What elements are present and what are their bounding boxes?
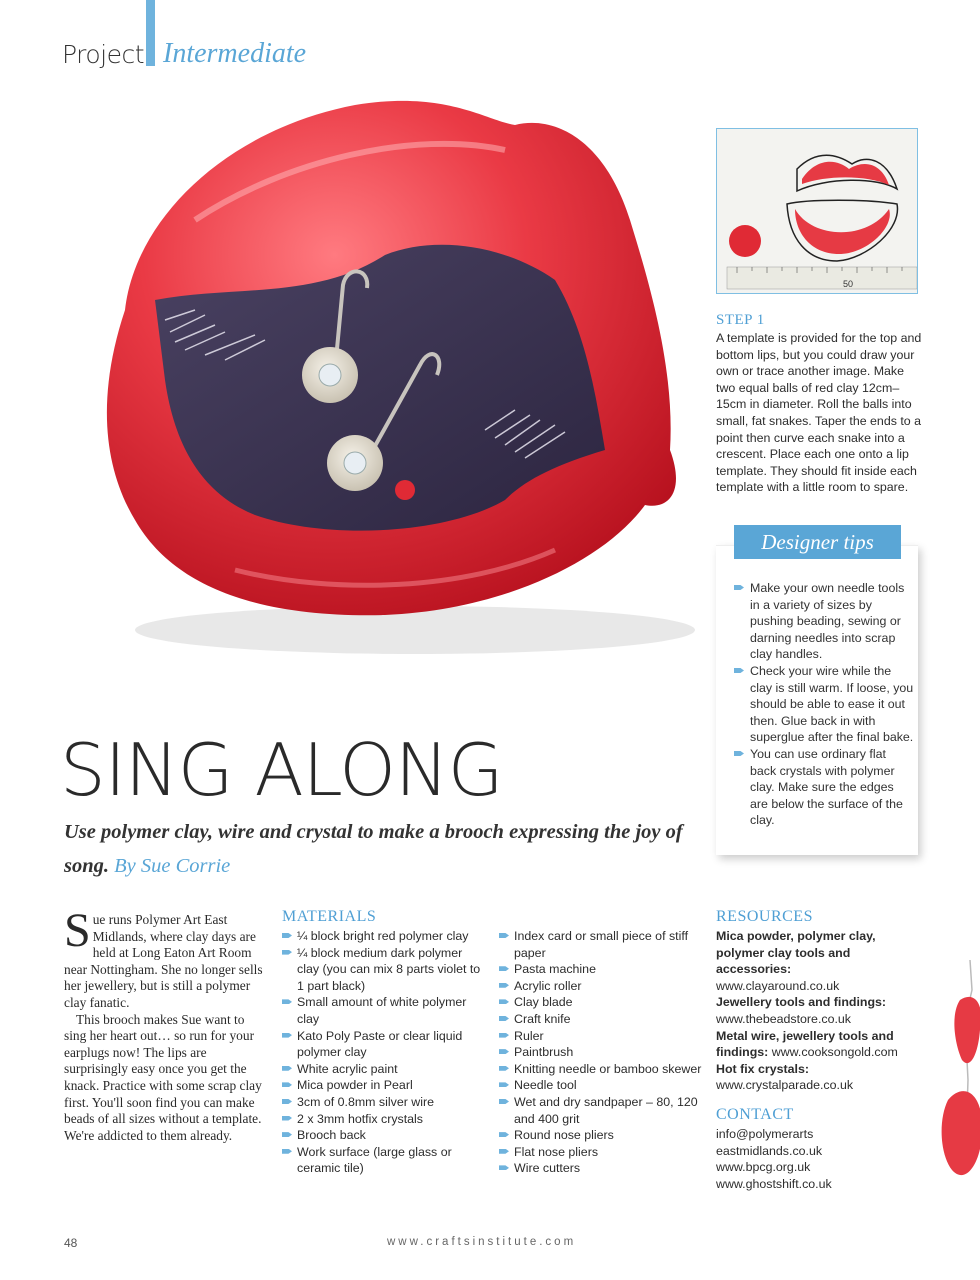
bullet-arrow-icon: [282, 1082, 292, 1087]
bullet-arrow-icon: [282, 1149, 292, 1154]
material-text: Pasta machine: [514, 962, 596, 977]
bullet-arrow-icon: [282, 933, 292, 938]
material-item: [282, 1144, 482, 1177]
material-text: Kato Poly Paste or clear liquid polymer clay: [297, 1028, 463, 1060]
material-text: ¼ block bright red polymer clay: [297, 929, 469, 943]
material-item: [282, 1028, 482, 1061]
material-item: [499, 978, 707, 995]
tip-item: [734, 746, 914, 829]
bullet-arrow-icon: [499, 933, 509, 938]
material-item: [499, 1160, 707, 1177]
material-item: [499, 1077, 707, 1094]
drop-cap: S: [64, 904, 91, 957]
bullet-arrow-icon: [499, 1149, 509, 1154]
resource-link[interactable]: www.thebeadstore.co.uk: [716, 1011, 851, 1026]
material-item: [499, 1028, 707, 1045]
difficulty-level: Intermediate: [163, 38, 307, 69]
bullet-arrow-icon: [499, 999, 509, 1004]
bullet-arrow-icon: [282, 1033, 292, 1038]
bullet-arrow-icon: [282, 1099, 292, 1104]
intro-p1: ue runs Polymer Art East Midlands, where clay days are held at Long Eaton Art Room near Nottingham. She no longer sells her jewellery, but is still a polymer clay fanatic.: [64, 912, 263, 1010]
resource-label: Hot fix crystals:: [716, 1061, 809, 1076]
bullet-arrow-icon: [499, 1099, 509, 1104]
resources-title: RESOURCES: [716, 908, 813, 925]
material-text: Small amount of white polymer clay: [297, 995, 467, 1026]
material-text: Needle tool: [514, 1078, 577, 1093]
material-item: [499, 928, 707, 961]
material-item: [499, 1044, 707, 1061]
bullet-arrow-icon: [734, 751, 744, 756]
resource-label: Metal wire, jewellery tools and findings:: [716, 1028, 894, 1060]
ruler: [727, 267, 917, 289]
hero-brooch-image: [85, 70, 715, 660]
material-text: 3cm of 0.8mm silver wire: [297, 1094, 435, 1109]
materials-list-col2: [499, 928, 707, 1177]
bullet-arrow-icon: [282, 1066, 292, 1071]
designer-tips-title: Designer tips: [734, 525, 901, 559]
material-text: Work surface (large glass or ceramic tile): [297, 1144, 452, 1176]
material-text: ¼ block medium dark polymer clay (you can mix 8 parts violet to 1 part black): [297, 945, 481, 993]
material-text: Acrylic roller: [514, 978, 582, 993]
contact-link[interactable]: www.bpcg.org.uk: [716, 1160, 811, 1175]
step1-illustration: [717, 129, 918, 294]
clay-ball: [729, 225, 761, 257]
contact-email-cont[interactable]: eastmidlands.co.uk: [716, 1143, 823, 1158]
material-item: [282, 1061, 482, 1078]
resource-label: Jewellery tools and findings:: [716, 995, 887, 1010]
page-number: 48: [64, 1236, 78, 1250]
material-text: Mica powder in Pearl: [297, 1078, 413, 1093]
tip-item: [734, 663, 914, 746]
bullet-arrow-icon: [734, 585, 744, 590]
material-text: Round nose pliers: [514, 1128, 614, 1143]
resource-item: [716, 928, 926, 994]
contact-link[interactable]: www.ghostshift.co.uk: [716, 1176, 832, 1191]
material-item: [282, 1094, 482, 1111]
bullet-arrow-icon: [282, 950, 292, 955]
materials-title: MATERIALS: [282, 908, 377, 925]
material-text: Paintbrush: [514, 1045, 574, 1060]
material-text: Flat nose pliers: [514, 1144, 599, 1159]
material-item: [499, 1127, 707, 1144]
article-subtitle: [64, 815, 684, 883]
material-text: White acrylic paint: [297, 1061, 398, 1076]
material-item: [499, 994, 707, 1011]
material-text: Clay blade: [514, 995, 573, 1010]
header-accent-bar: [146, 0, 155, 66]
contact-title: CONTACT: [716, 1106, 794, 1123]
bullet-arrow-icon: [499, 966, 509, 971]
bullet-arrow-icon: [499, 1165, 509, 1170]
resource-item: [716, 1028, 926, 1061]
material-item: [282, 928, 482, 945]
material-item: [499, 1011, 707, 1028]
resource-item: [716, 994, 926, 1027]
material-item: [499, 1094, 707, 1127]
material-item: [282, 945, 482, 995]
bullet-arrow-icon: [499, 1132, 509, 1137]
byline: By Sue Corrie: [114, 855, 231, 877]
tip-text: Check your wire while the clay is still warm. If loose, you should be able to ease it out then. Glue back in with superglue after the final bake.: [750, 663, 914, 745]
designer-tips-list: [734, 580, 914, 829]
intro-paragraph: [64, 904, 264, 1012]
material-item: [499, 961, 707, 978]
bullet-arrow-icon: [499, 1016, 509, 1021]
step1-text: A template is provided for the top and bottom lips, but you could draw your own or trace another image. Make two equal balls of red clay 12cm–15cm in diameter. Roll the balls into small, fat snakes. Taper the ends to a point then curve each snake into a crescent. Place each one onto a lip template. They should fit inside each template with a little room to spare.: [716, 331, 922, 495]
materials-list-col1: [282, 928, 482, 1177]
article-title: SING ALONG: [60, 728, 503, 812]
material-item: [282, 1077, 482, 1094]
bullet-arrow-icon: [734, 668, 744, 673]
contact-list: [716, 1126, 926, 1192]
material-text: Wet and dry sandpaper – 80, 120 and 400 grit: [514, 1094, 698, 1126]
bullet-arrow-icon: [499, 1033, 509, 1038]
material-text: Wire cutters: [514, 1161, 581, 1176]
step1-title: STEP 1: [716, 312, 765, 328]
intro-p2: This brooch makes Sue want to sing her heart out… so run for your earplugs now! The lips are surprisingly easy once you get the knack. Practice with some scrap clay first. You'll soon find you can make beads of all sizes without a template. We're addicted to them already.: [64, 1011, 262, 1143]
material-item: [499, 1144, 707, 1161]
material-text: Index card or small piece of stiff paper: [514, 929, 689, 960]
material-text: 2 x 3mm hotfix crystals: [297, 1111, 423, 1126]
material-text: Craft knife: [514, 1011, 571, 1026]
tip-text: Make your own needle tools in a variety of sizes by pushing beading, sewing or darning needles into scrap clay handles.: [750, 581, 905, 662]
bullet-arrow-icon: [499, 1066, 509, 1071]
bullet-arrow-icon: [499, 983, 509, 988]
step1-photo: [716, 128, 918, 294]
resources-list: [716, 928, 926, 1094]
resource-item: [716, 1061, 926, 1094]
resource-label: Mica powder, polymer clay, polymer clay tools and accessories:: [716, 929, 876, 977]
material-item: [282, 994, 482, 1027]
bottom-lip-clay: [795, 209, 890, 254]
material-text: Ruler: [514, 1028, 544, 1043]
bullet-arrow-icon: [499, 1082, 509, 1087]
resource-link[interactable]: www.cooksongold.com: [771, 1045, 898, 1060]
tip-text: You can use ordinary flat back crystals with polymer clay. Make sure the edges are below the surface of the clay.: [750, 746, 903, 828]
material-text: Knitting needle or bamboo skewer: [514, 1061, 702, 1076]
intro-text: [64, 904, 264, 1144]
bullet-arrow-icon: [282, 999, 292, 1004]
resource-link[interactable]: www.clayaround.co.uk: [716, 978, 840, 993]
bullet-arrow-icon: [499, 1049, 509, 1054]
material-item: [499, 1061, 707, 1078]
resource-link[interactable]: www.crystalparade.co.uk: [716, 1078, 854, 1093]
tip-item: [734, 580, 914, 663]
bullet-arrow-icon: [282, 1116, 292, 1121]
subtitle-text: Use polymer clay, wire and crystal to make a brooch expressing the joy of song.: [64, 821, 683, 877]
decorative-lips-image: [930, 960, 980, 1200]
bullet-arrow-icon: [282, 1132, 292, 1137]
material-item: [282, 1111, 482, 1128]
ruler-label: 50: [843, 279, 854, 289]
contact-email[interactable]: info@polymerarts: [716, 1127, 814, 1141]
brooch-shadow: [135, 606, 695, 654]
material-item: [282, 1127, 482, 1144]
section-label: Project: [62, 40, 145, 69]
material-text: Brooch back: [297, 1128, 366, 1143]
footer-url[interactable]: www.craftsinstitute.com: [387, 1236, 577, 1248]
